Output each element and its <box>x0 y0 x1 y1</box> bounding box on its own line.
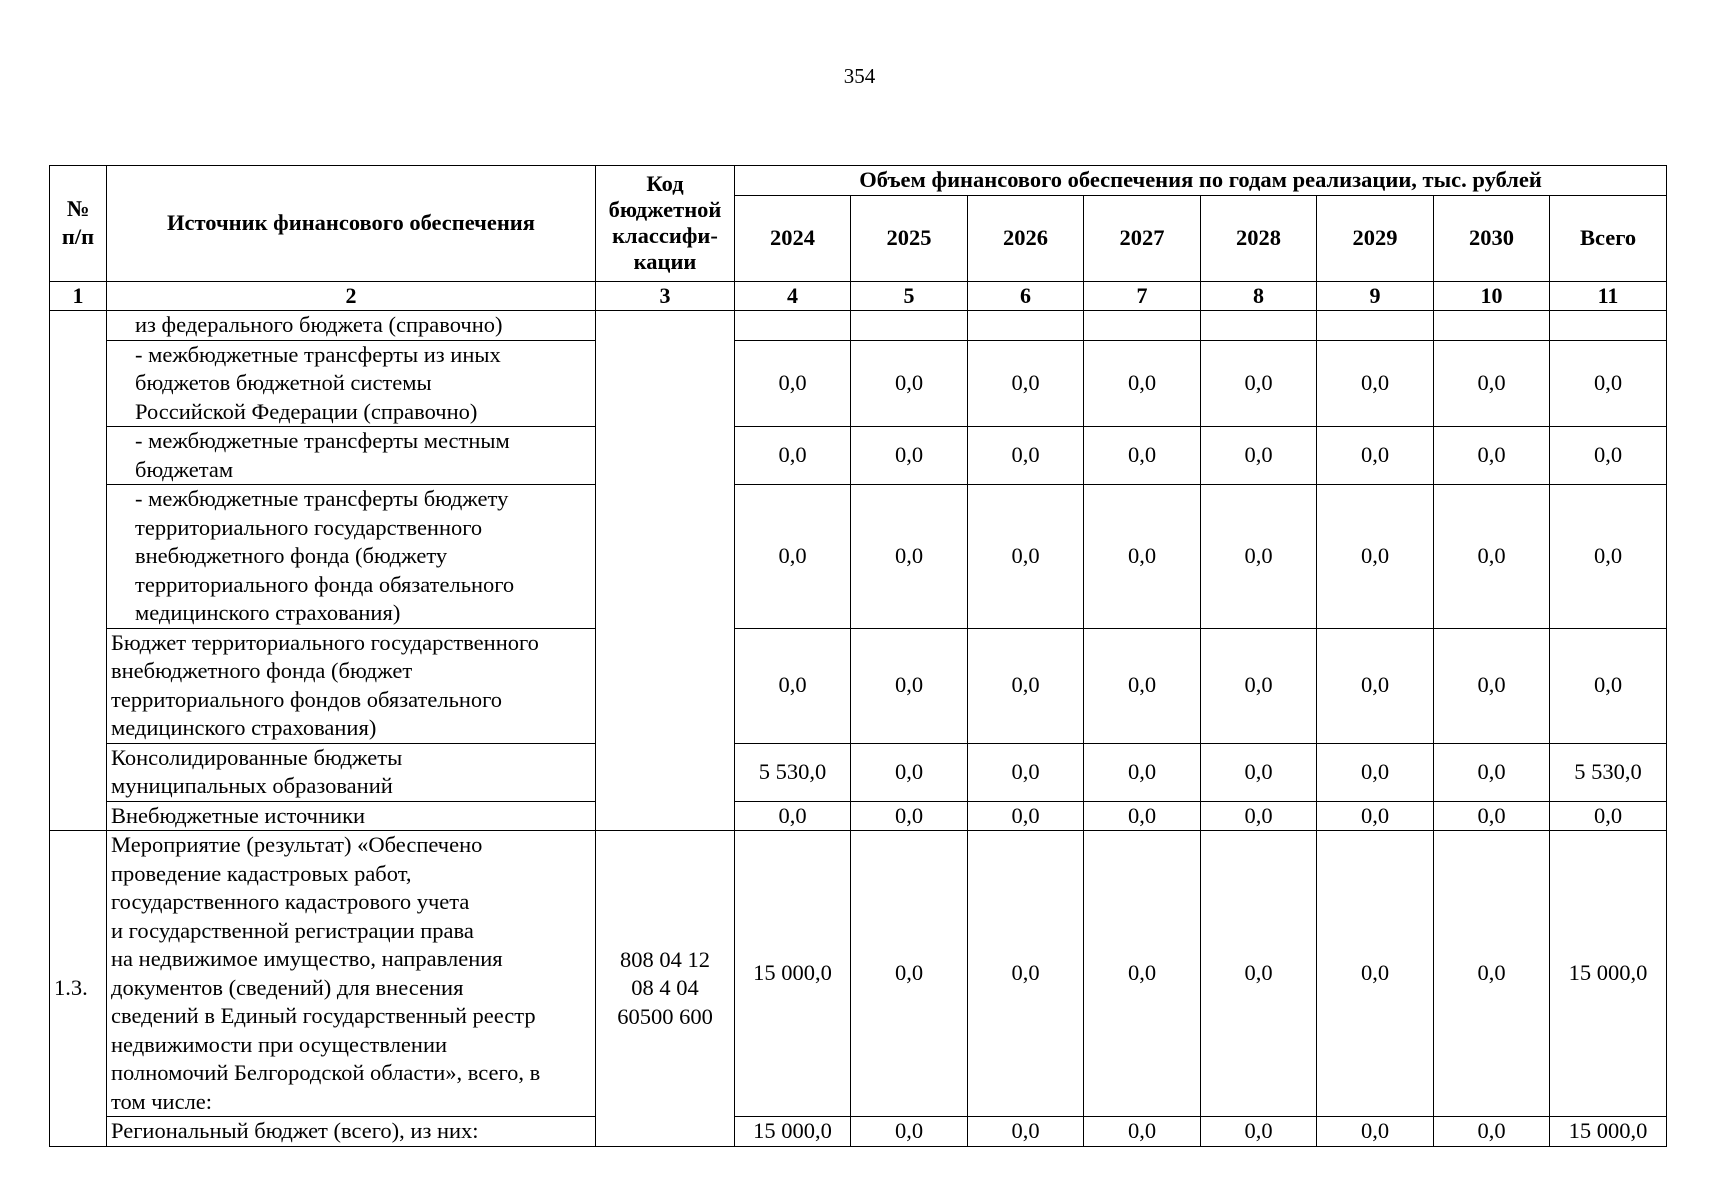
table-row <box>50 340 1667 427</box>
source-cell <box>107 311 596 341</box>
header-year: 2026 <box>968 195 1084 281</box>
source-text-line: - межбюджетные трансферты из иных <box>135 341 501 367</box>
source-text-line: из федерального бюджета (справочно) <box>135 312 503 337</box>
value-cell: 0,0 <box>1084 427 1201 485</box>
value-cell: 0,0 <box>1434 743 1550 801</box>
value-cell: 0,0 <box>1550 485 1667 629</box>
source-text-line: документов (сведений) для внесения <box>111 974 464 1000</box>
value-cell: 15 000,0 <box>1550 1117 1667 1147</box>
column-number: 11 <box>1550 281 1667 311</box>
value-cell: 0,0 <box>851 801 968 831</box>
source-text-line: Внебюджетные источники <box>111 802 366 828</box>
source-text-line: территориального фондов обязательного <box>111 686 503 712</box>
value-cell: 0,0 <box>1434 831 1550 1117</box>
source-text-line: территориального государственного <box>135 514 483 540</box>
table-row <box>50 427 1667 485</box>
value-cell <box>1084 311 1201 341</box>
source-cell <box>107 831 596 1117</box>
source-text-line: полномочий Белгородской области», всего, в <box>111 1060 541 1085</box>
value-cell: 0,0 <box>1317 743 1434 801</box>
value-cell: 0,0 <box>1201 801 1317 831</box>
source-text-line: Мероприятие (результат) «Обеспечено <box>111 832 483 857</box>
column-number: 1 <box>50 281 107 311</box>
source-text-line: государственного кадастрового учета <box>111 889 470 914</box>
source-text-line: внебюджетного фонда (бюджету <box>135 543 448 568</box>
table-row <box>50 485 1667 629</box>
value-cell: 0,0 <box>968 628 1084 743</box>
source-text-line: - межбюджетные трансферты местным <box>135 428 510 453</box>
value-cell: 0,0 <box>1084 831 1201 1117</box>
value-cell: 0,0 <box>968 340 1084 427</box>
value-cell: 0,0 <box>1434 801 1550 831</box>
value-cell: 0,0 <box>851 427 968 485</box>
column-number: 6 <box>968 281 1084 311</box>
budget-code-line: 08 4 04 <box>631 975 699 1000</box>
value-cell: 0,0 <box>968 427 1084 485</box>
header-year: 2030 <box>1434 195 1550 281</box>
value-cell: 0,0 <box>735 801 851 831</box>
value-cell: 0,0 <box>735 427 851 485</box>
value-cell: 0,0 <box>1550 628 1667 743</box>
value-cell: 0,0 <box>1084 340 1201 427</box>
source-text-line: сведений в Единый государственный реестр <box>111 1003 536 1028</box>
value-cell: 0,0 <box>1084 1117 1201 1147</box>
value-cell: 0,0 <box>968 831 1084 1117</box>
source-text-line: муниципальных образований <box>111 773 393 798</box>
source-text-line: территориального фонда обязательного <box>135 571 515 597</box>
value-cell: 0,0 <box>1434 340 1550 427</box>
value-cell: 0,0 <box>735 340 851 427</box>
value-cell: 0,0 <box>1084 485 1201 629</box>
source-text-line: Бюджет территориального государственного <box>111 629 539 655</box>
budget-code-cell <box>596 831 735 1147</box>
value-cell <box>1317 311 1434 341</box>
column-number: 2 <box>107 281 596 311</box>
value-cell: 0,0 <box>735 485 851 629</box>
column-number-row <box>50 281 1667 311</box>
table-row <box>50 1117 1667 1147</box>
value-cell: 0,0 <box>851 831 968 1117</box>
source-cell <box>107 340 596 427</box>
value-cell: 0,0 <box>735 628 851 743</box>
value-cell: 15 000,0 <box>1550 831 1667 1117</box>
source-text-line: том числе: <box>111 1088 213 1114</box>
source-cell <box>107 427 596 485</box>
value-cell <box>1434 311 1550 341</box>
value-cell: 0,0 <box>1317 485 1434 629</box>
value-cell <box>735 311 851 341</box>
header-year: 2024 <box>735 195 851 281</box>
source-text-line: медицинского страхования) <box>135 600 401 625</box>
header-year: Всего <box>1550 195 1667 281</box>
value-cell: 0,0 <box>1084 743 1201 801</box>
header-year: 2027 <box>1084 195 1201 281</box>
table-row <box>50 311 1667 341</box>
table-body <box>50 311 1667 1147</box>
value-cell: 0,0 <box>851 743 968 801</box>
value-cell: 0,0 <box>1317 801 1434 831</box>
header-year: 2028 <box>1201 195 1317 281</box>
source-text-line: на недвижимое имущество, направления <box>111 946 503 971</box>
value-cell: 0,0 <box>1317 340 1434 427</box>
table-row <box>50 801 1667 831</box>
value-cell: 0,0 <box>1550 340 1667 427</box>
header-year: 2029 <box>1317 195 1434 281</box>
value-cell <box>851 311 968 341</box>
source-cell <box>107 485 596 629</box>
value-cell: 0,0 <box>1317 1117 1434 1147</box>
source-text-line: и государственной регистрации права <box>111 917 474 943</box>
table-row <box>50 831 1667 1117</box>
table-row <box>50 628 1667 743</box>
budget-code-cell <box>596 311 735 831</box>
source-text-line: Консолидированные бюджеты <box>111 744 403 770</box>
value-cell: 0,0 <box>1201 340 1317 427</box>
budget-code-line: 808 04 12 <box>620 946 710 972</box>
value-cell <box>968 311 1084 341</box>
value-cell: 15 000,0 <box>735 1117 851 1147</box>
value-cell <box>1201 311 1317 341</box>
value-cell: 0,0 <box>1434 427 1550 485</box>
value-cell: 0,0 <box>1201 831 1317 1117</box>
column-number: 9 <box>1317 281 1434 311</box>
column-number: 4 <box>735 281 851 311</box>
value-cell: 0,0 <box>1434 628 1550 743</box>
value-cell: 0,0 <box>1201 485 1317 629</box>
value-cell: 5 530,0 <box>735 743 851 801</box>
value-cell: 0,0 <box>851 1117 968 1147</box>
value-cell: 15 000,0 <box>735 831 851 1117</box>
column-number: 10 <box>1434 281 1550 311</box>
row-index-cell <box>50 311 107 831</box>
value-cell: 0,0 <box>1317 831 1434 1117</box>
value-cell <box>1550 311 1667 341</box>
source-cell <box>107 628 596 743</box>
value-cell: 0,0 <box>1317 628 1434 743</box>
value-cell: 0,0 <box>1084 801 1201 831</box>
value-cell: 0,0 <box>1201 743 1317 801</box>
column-number: 3 <box>596 281 735 311</box>
value-cell: 0,0 <box>1317 427 1434 485</box>
value-cell: 0,0 <box>1550 427 1667 485</box>
source-text-line: внебюджетного фонда (бюджет <box>111 658 413 683</box>
header-row-number: № п/п <box>50 166 107 282</box>
source-text-line: Российской Федерации (справочно) <box>135 398 478 424</box>
source-text-line: бюджетов бюджетной системы <box>135 370 432 395</box>
value-cell: 0,0 <box>1550 801 1667 831</box>
budget-code-line: 60500 600 <box>617 1003 713 1029</box>
value-cell: 0,0 <box>851 628 968 743</box>
column-number: 8 <box>1201 281 1317 311</box>
source-cell <box>107 743 596 801</box>
table-row <box>50 743 1667 801</box>
source-cell <box>107 801 596 831</box>
header-budget-code: Код бюджетной классифи-кации <box>596 166 735 282</box>
value-cell: 0,0 <box>968 1117 1084 1147</box>
row-index-cell: 1.3. <box>50 831 107 1147</box>
value-cell: 0,0 <box>1084 628 1201 743</box>
value-cell: 0,0 <box>1201 628 1317 743</box>
source-text-line: недвижимости при осуществлении <box>111 1031 448 1057</box>
header-volume: Объем финансового обеспечения по годам реализации, тыс. рублей <box>735 166 1667 196</box>
value-cell: 0,0 <box>968 743 1084 801</box>
page-number: 354 <box>843 64 876 88</box>
header-year: 2025 <box>851 195 968 281</box>
value-cell: 0,0 <box>968 485 1084 629</box>
financing-table <box>49 165 1667 1147</box>
value-cell: 0,0 <box>1201 1117 1317 1147</box>
value-cell: 0,0 <box>1201 427 1317 485</box>
source-cell <box>107 1117 596 1147</box>
source-text-line: Региональный бюджет (всего), из них: <box>111 1118 479 1143</box>
source-text-line: - межбюджетные трансферты бюджету <box>135 486 509 511</box>
source-text-line: бюджетам <box>135 456 234 482</box>
value-cell: 0,0 <box>851 485 968 629</box>
value-cell: 0,0 <box>968 801 1084 831</box>
column-number: 5 <box>851 281 968 311</box>
column-number: 7 <box>1084 281 1201 311</box>
source-text-line: проведение кадастровых работ, <box>111 860 412 886</box>
value-cell: 0,0 <box>1434 485 1550 629</box>
header-source: Источник финансового обеспечения <box>107 166 596 282</box>
value-cell: 5 530,0 <box>1550 743 1667 801</box>
value-cell: 0,0 <box>851 340 968 427</box>
value-cell: 0,0 <box>1434 1117 1550 1147</box>
source-text-line: медицинского страхования) <box>111 715 377 740</box>
